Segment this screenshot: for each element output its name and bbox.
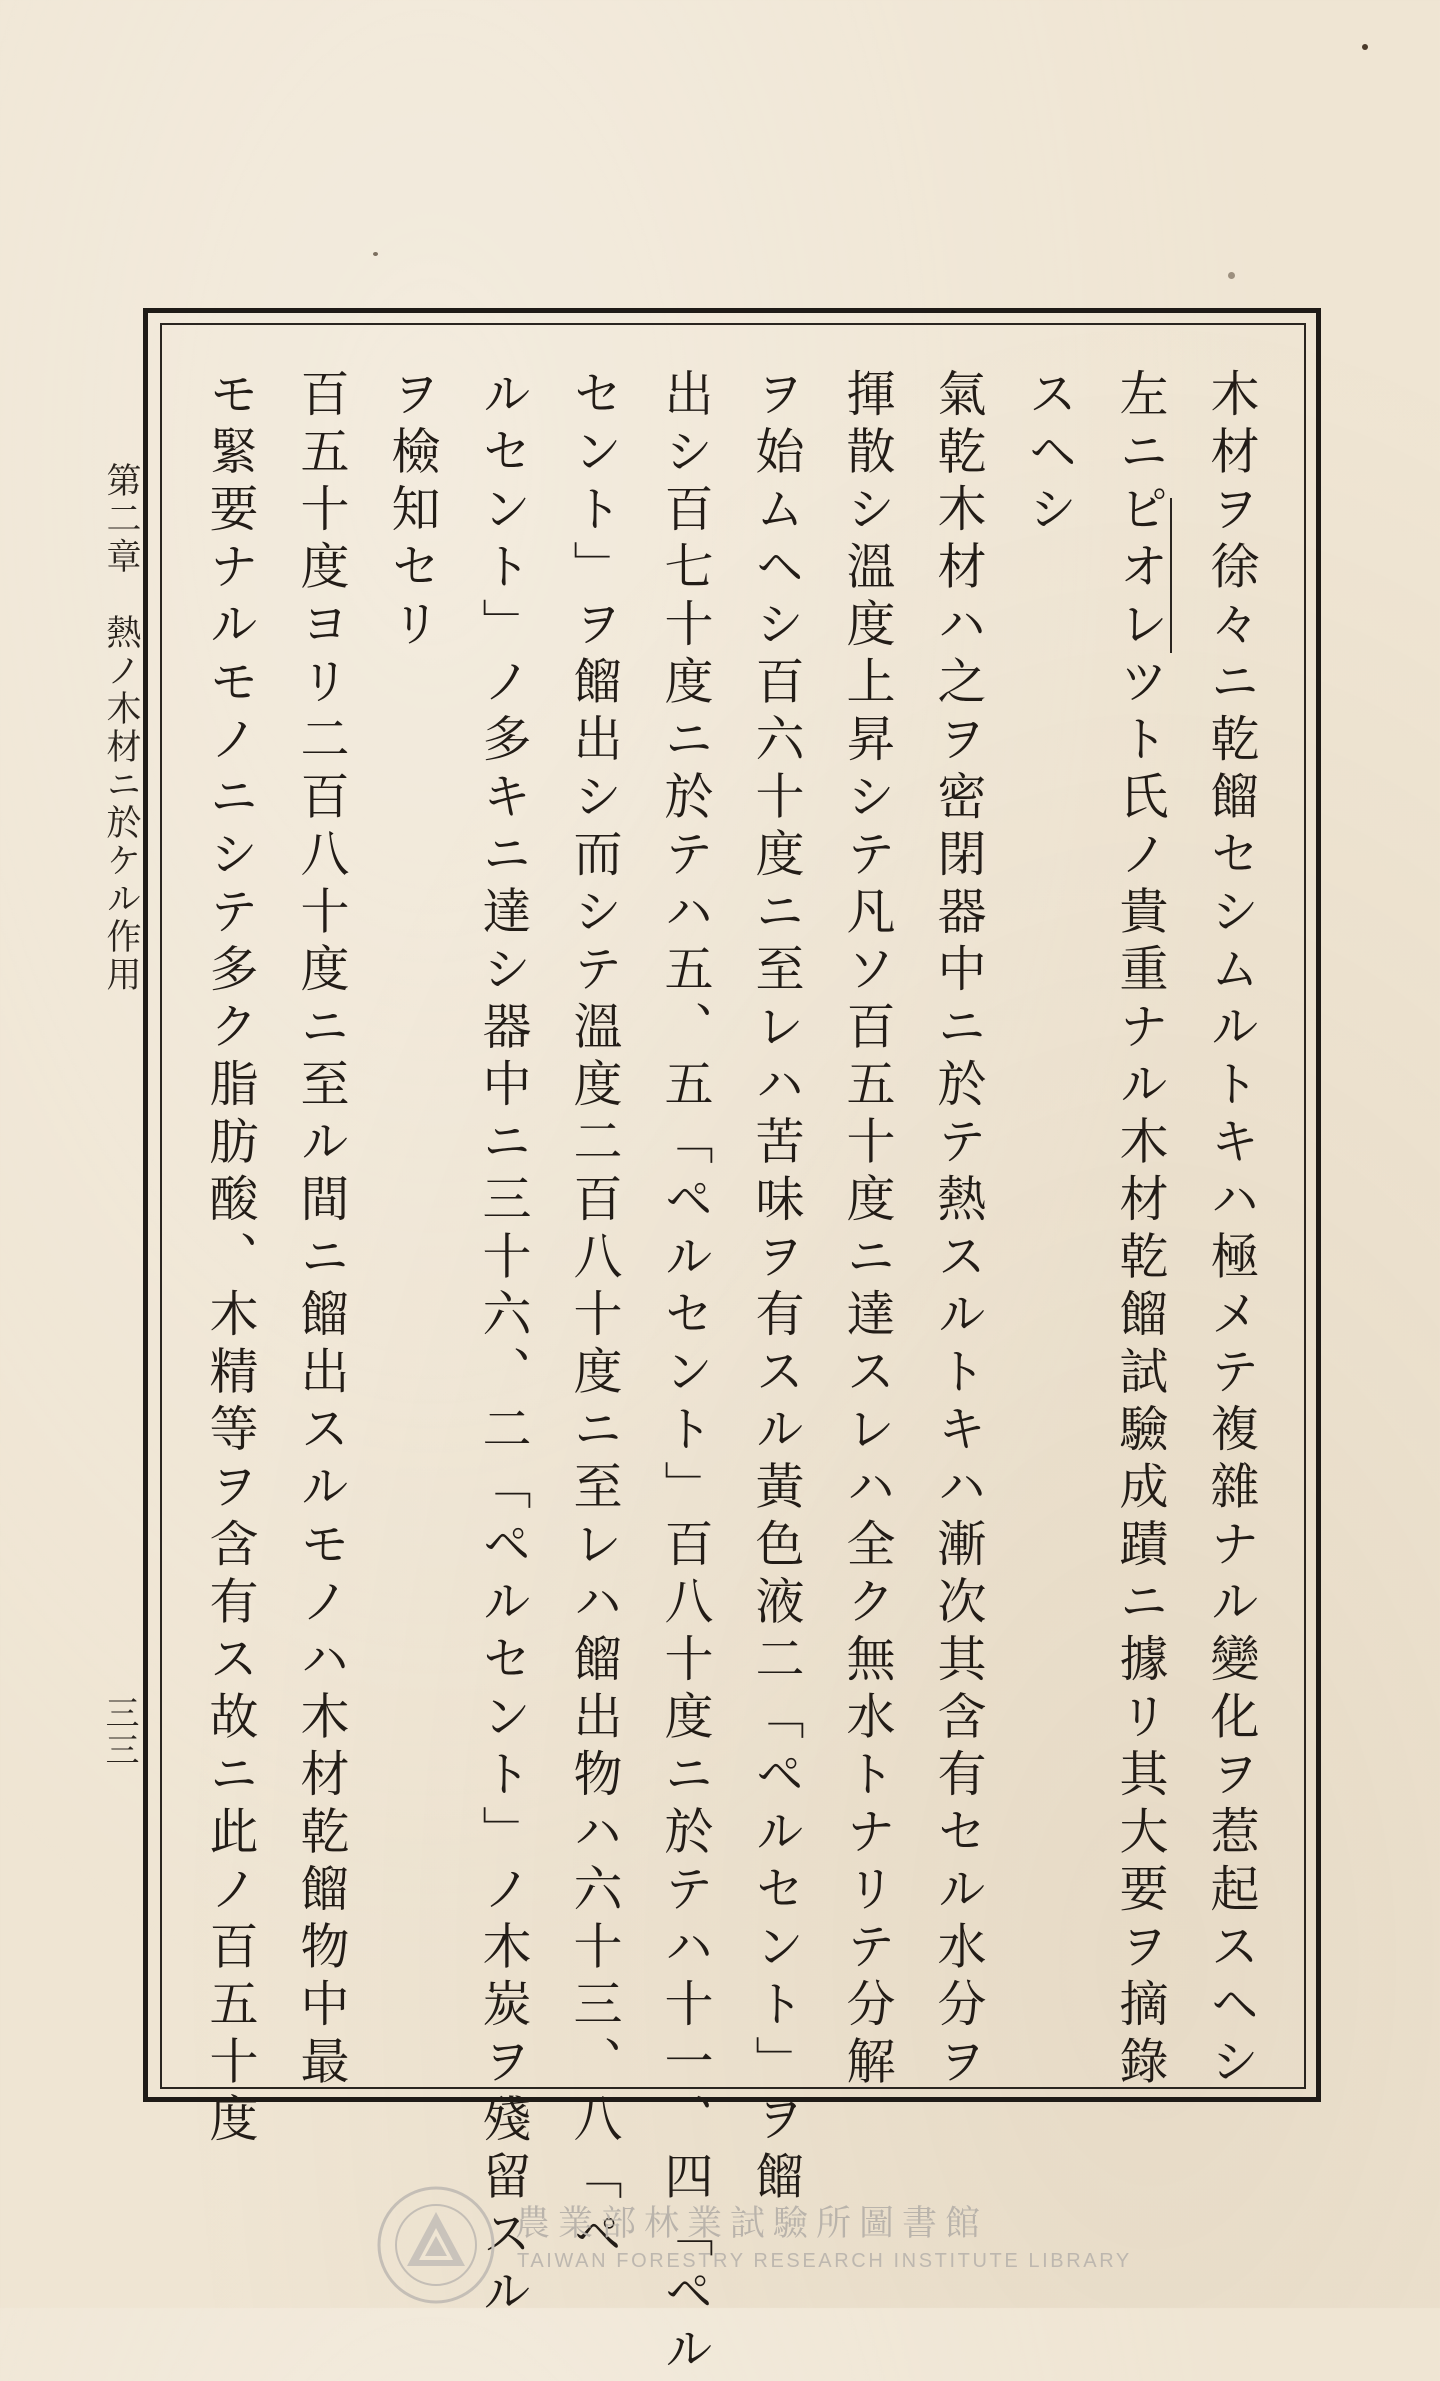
chapter-header: 第二章 熱ノ木材ニ於ケル作用 <box>101 462 141 994</box>
text-column-10: ヲ檢知セリ <box>384 368 441 656</box>
page-number: 三三 <box>99 1695 139 1769</box>
library-watermark <box>375 2184 1132 2284</box>
text-column-2: 左ニピオレツト氏ノ貴重ナル木材乾餾試驗成蹟ニ據リ其大要ヲ摘錄 <box>1112 368 1169 2093</box>
library-seal-icon <box>375 2184 497 2306</box>
text-column-5: 揮散シ溫度上昇シテ凡ソ百五十度ニ達スレハ全ク無水トナリテ分解 <box>839 368 896 2093</box>
text-column-8: セント」ヲ餾出シ而シテ溫度二百八十度ニ至レハ餾出物ハ六十三、八「ペ <box>566 368 623 2266</box>
name-sideline <box>1170 498 1172 653</box>
text-column-4: 氣乾木材ハ之ヲ密閉器中ニ於テ熱スルトキハ漸次其含有セル水分ヲ <box>930 368 987 2093</box>
paper-speck <box>1228 272 1235 279</box>
library-name-zh: 農業部林業試驗所圖書館 <box>515 2204 989 2244</box>
text-column-7: 出シ百七十度ニ於テハ五、五「ペルセント」百八十度ニ於テハ十一、四「ペル <box>657 368 714 2381</box>
text-column-3: スヘシ <box>1021 368 1078 541</box>
text-column-9: ルセント」ノ多キニ達シ器中ニ三十六、二「ペルセント」ノ木炭ヲ殘留スル <box>475 368 532 2323</box>
library-name-en: TAIWAN FORESTRY RESEARCH INSTITUTE LIBRARY <box>517 2250 1132 2272</box>
text-column-11: 百五十度ヨリ二百八十度ニ至ル間ニ餾出スルモノハ木材乾餾物中最 <box>293 368 350 2093</box>
text-column-6: ヲ始ムヘシ百六十度ニ至レハ苦味ヲ有スル黃色液二「ペルセント」ヲ餾 <box>748 368 805 2208</box>
paper-speck <box>373 252 378 256</box>
paper-speck <box>1362 44 1368 50</box>
text-column-1: 木材ヲ徐々ニ乾餾セシムルトキハ極メテ複雜ナル變化ヲ惹起スヘシ <box>1203 368 1260 2093</box>
text-column-12: モ緊要ナルモノニシテ多ク脂肪酸、木精等ヲ含有ス故ニ此ノ百五十度 <box>202 368 259 2151</box>
